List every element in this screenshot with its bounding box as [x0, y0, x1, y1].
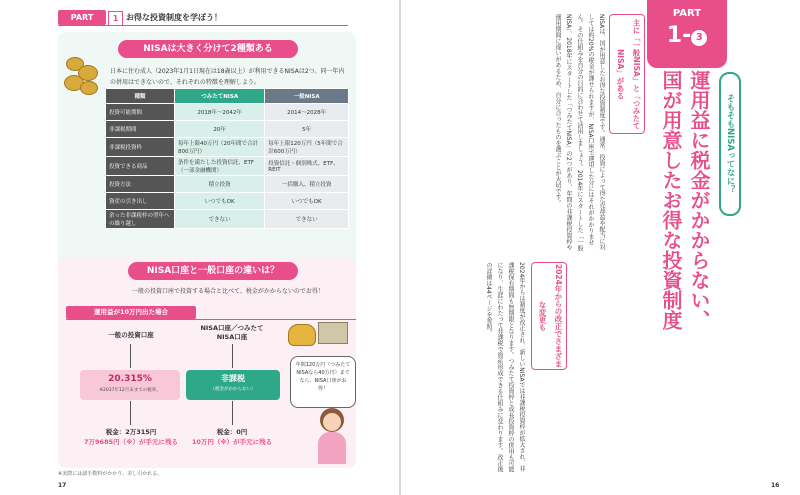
page-number-left: 17: [58, 482, 67, 489]
tsumitate-cell: できない: [175, 210, 265, 229]
body-text-lower: 2024年からは制度が改正され、新しいNISAでは非課税投資枠が拡大され、非課税保有期間も無期限となります。つみたて投資枠と成長投資枠の併用も可能になり、生涯にわたって非課税で資産形成できる仕組みに変わります。改正後の詳細は44ページを参照。: [485, 262, 525, 472]
row-label: 投資できる商品: [106, 157, 175, 176]
page-header: [58, 10, 348, 25]
row-label: 余った非課税枠の翌年への繰り越し: [106, 210, 175, 229]
table-row: [106, 121, 349, 138]
nisa-comparison-table: [105, 88, 349, 229]
ippan-cell: 毎年上限120万円（5年間で合計600万円）: [265, 138, 349, 157]
chapter-subtitle: そもそもNISAってなに？: [719, 72, 741, 216]
nisa-account-title: NISA口座／つみたてNISA口座: [200, 324, 264, 341]
right-page: [401, 0, 800, 495]
ippan-cell: 投資信託・個別株式、ETF、REIT: [265, 157, 349, 176]
table-row: [106, 104, 349, 121]
tsumitate-cell: 2018年〜2042年: [175, 104, 265, 121]
ippan-cell: 一括購入、積立投資: [265, 176, 349, 193]
coins-illustration: [62, 55, 100, 95]
speech-text: 年間120万円（つみたてNISAなら40万円）までなら、NISA口座がお得！: [295, 362, 351, 392]
flow-connector: [232, 344, 233, 368]
column-header: つみたてNISA: [175, 89, 265, 104]
flow-connector: [130, 401, 131, 425]
row-label: 投資可能期間: [106, 104, 175, 121]
tsumitate-cell: 毎年上限40万円（20年間で合計800万円）: [175, 138, 265, 157]
part-label: PART: [58, 10, 106, 25]
general-account-title: 一般の投資口座: [108, 331, 154, 339]
column-header: 種類: [106, 89, 175, 104]
ippan-cell: 2014〜2028年: [265, 104, 349, 121]
row-label: 非課税期間: [106, 121, 175, 138]
subheading-tag: 主に「一般NISA」と「つみたてNISA」がある: [609, 14, 645, 134]
tax-rate-box: [80, 370, 180, 400]
body-shape: [318, 432, 346, 464]
part-number: 1: [108, 11, 123, 26]
coin-icon: [80, 81, 98, 95]
chapter-sub: 3: [691, 30, 707, 46]
speech-bubble: [290, 356, 356, 408]
page-number-right: 16: [771, 482, 780, 489]
general-tax: 税金：2万315円: [105, 428, 157, 436]
chapter-badge: [647, 0, 727, 68]
section1-title: NISAは大きく分けて2種類ある: [118, 40, 298, 58]
section1-intro: 日本に住む成人（2023年1月1日現在は18歳以上）が利用できるNISAは2つ。同一年内の併用はできないので、それぞれの特徴を理解しよう。: [110, 68, 345, 86]
row-label: 投資方法: [106, 176, 175, 193]
chapter-main: 1-: [666, 23, 692, 48]
nisa-remain: [176, 437, 288, 447]
row-label: 資産の引き出し: [106, 193, 175, 210]
ippan-cell: いつでもOK: [265, 193, 349, 210]
tax-rate-note: ※2037年12月末までの税率。: [99, 388, 161, 393]
flow-connector: [130, 344, 131, 368]
chapter-title-line2: 国が用意したお得な投資制度: [659, 70, 683, 330]
subheading-tag: 2024年からの改正でさまざまな変更も: [531, 262, 567, 370]
body-text-upper: NISAは、国が用意したお得な投資制度です。通常、投資によって得た売却益や配当に対しては約20%の税金が課せられますが、NISA口座で運用した分にはそれがかかりません。その仕組みを自分の目的に合わせて活用しましょう。2014年にスタートした「一般NISA」、2018年にスタートした「つみたてNISA」の2つがあり、年間の非課税投資枠や運用期間に違いがあるため、自分に合ったものを選ぶことが大切です。: [554, 14, 605, 252]
woman-illustration: [312, 408, 352, 464]
table-row: [106, 210, 349, 229]
table-row: [106, 176, 349, 193]
footnote: ※実際には諸手数料がかかり、差し引かれる。: [58, 471, 163, 477]
chapter-number: [647, 22, 727, 51]
flow-connector: [232, 401, 233, 425]
row-label: 非課税投資枠: [106, 138, 175, 157]
general-result: [72, 427, 190, 447]
tax-free-note: （税金がかからない）: [210, 387, 256, 392]
wallet-illustration: [288, 318, 348, 346]
banknotes-icon: [318, 322, 348, 344]
tax-free-status: 非課税: [221, 374, 245, 383]
tsumitate-cell: いつでもOK: [175, 193, 265, 210]
chapter-title-line1: 運用益に税金がかからない、: [687, 70, 711, 330]
header-title: お得な投資制度を学ぼう！: [126, 13, 222, 22]
general-remain-amount: 7万9685円: [84, 438, 120, 446]
nisa-remain-suffix: （※）が手元に残る: [213, 438, 273, 446]
column-header: 一般NISA: [265, 89, 349, 104]
section2-title: NISA口座と一般口座の違いは？: [128, 262, 298, 280]
table-row: [106, 138, 349, 157]
ippan-cell: 5年: [265, 121, 349, 138]
tax-rate: 20.315%: [108, 374, 152, 384]
ippan-cell: できない: [265, 210, 349, 229]
table-row: [106, 157, 349, 176]
tsumitate-cell: 20年: [175, 121, 265, 138]
header-rule: [58, 25, 348, 26]
table-header-row: [106, 89, 349, 104]
purse-icon: [288, 324, 316, 346]
general-remain-suffix: （※）が手元に残る: [119, 438, 178, 446]
nisa-result: [176, 427, 288, 447]
example-label: 運用益が10万円出た場合: [66, 306, 196, 319]
nisa-tax: 税金：0円: [216, 428, 248, 436]
general-remain: [72, 437, 190, 447]
chapter-part-label: PART: [672, 8, 702, 19]
tsumitate-cell: 積立投資: [175, 176, 265, 193]
table-row: [106, 193, 349, 210]
section2-intro: 一般の投資口座で投資する場合と比べて、税金がかからないのでお得！: [132, 288, 324, 295]
tax-free-box: [186, 370, 280, 400]
face-shape: [323, 413, 341, 431]
nisa-remain-amount: 10万円: [191, 438, 214, 446]
tsumitate-cell: 条件を満たした投資信託、ETF（一部金融機関）: [175, 157, 265, 176]
